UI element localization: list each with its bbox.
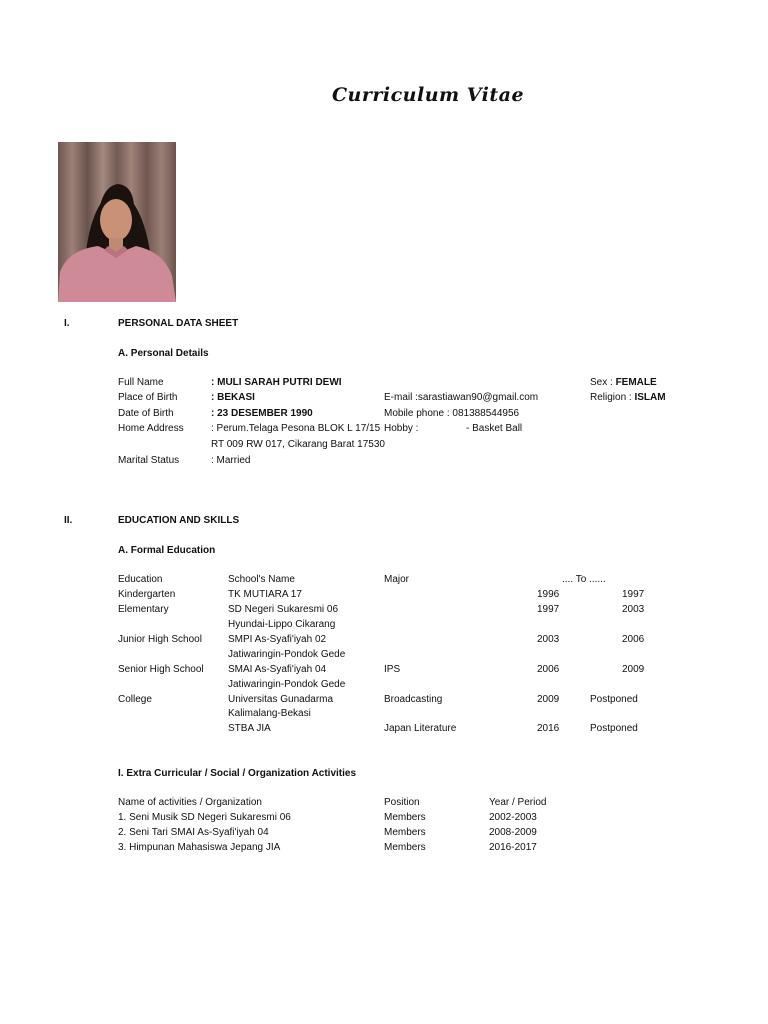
year-from: 2016: [537, 723, 560, 734]
religion-label: Religion :: [590, 392, 635, 403]
religion-field: [590, 392, 666, 403]
address-label: Home Address: [118, 423, 184, 434]
table-header-major: Major: [384, 574, 410, 585]
address-line-1: : Perum.Telaga Pesona BLOK L 17/15: [211, 423, 381, 434]
table-header-period: .... To ......: [562, 574, 606, 585]
school-name: SMAI As-Syafi'iyah 04: [228, 664, 327, 675]
year-from: 1997: [537, 604, 560, 615]
document-title: Curriculum Vitae: [331, 84, 525, 106]
major: IPS: [384, 664, 401, 675]
activity-name: 2. Seni Tari SMAI As-Syafi'iyah 04: [118, 827, 269, 838]
year-to: Postponed: [590, 723, 638, 734]
activity-year: 2016-2017: [489, 842, 537, 853]
sex-value: FEMALE: [615, 377, 657, 388]
full-name-label: Full Name: [118, 377, 164, 388]
school-name: SMPI As-Syafi'iyah 02: [228, 634, 327, 645]
school-name: TK MUTIARA 17: [228, 589, 302, 600]
school-name: Jatiwaringin-Pondok Gede: [228, 649, 346, 660]
pob-value: : BEKASI: [211, 392, 255, 403]
year-from: 2006: [537, 664, 560, 675]
school-name: Hyundai-Lippo Cikarang: [228, 619, 336, 630]
subsection-heading: A. Personal Details: [118, 348, 209, 359]
full-name-value: : MULI SARAH PUTRI DEWI: [211, 377, 342, 388]
year-from: 2003: [537, 634, 560, 645]
section-heading: PERSONAL DATA SHEET: [118, 318, 239, 329]
education-level: Elementary: [118, 604, 169, 615]
extra-header-name: Name of activities / Organization: [118, 797, 262, 808]
dob-label: Date of Birth: [118, 408, 174, 419]
mobile-text: Mobile phone : 081388544956: [384, 408, 520, 419]
religion-value: ISLAM: [634, 392, 666, 403]
email-text: E-mail :sarastiawan90@gmail.com: [384, 392, 539, 403]
school-name: SD Negeri Sukaresmi 06: [228, 604, 339, 615]
school-name: STBA JIA: [228, 723, 271, 734]
activity-position: Members: [384, 842, 426, 853]
profile-photo: [58, 142, 176, 302]
year-from: 1996: [537, 589, 560, 600]
sex-field: [590, 377, 657, 388]
subsection-heading: A. Formal Education: [118, 545, 216, 556]
activity-year: 2008-2009: [489, 827, 537, 838]
activity-name: 1. Seni Musik SD Negeri Sukaresmi 06: [118, 812, 291, 823]
education-level: Kindergarten: [118, 589, 176, 600]
year-to: 2006: [622, 634, 645, 645]
extra-heading: I. Extra Curricular / Social / Organization Activities: [118, 768, 357, 779]
school-name: Kalimalang-Bekasi: [228, 708, 311, 719]
year-to: Postponed: [590, 694, 638, 705]
extra-header-position: Position: [384, 797, 420, 808]
marital-label: Marital Status: [118, 455, 180, 466]
school-name: Jatiwaringin-Pondok Gede: [228, 679, 346, 690]
extra-header-year: Year / Period: [489, 797, 547, 808]
sex-label: Sex :: [590, 377, 616, 388]
year-to: 1997: [622, 589, 645, 600]
year-to: 2003: [622, 604, 645, 615]
major: Broadcasting: [384, 694, 443, 705]
year-to: 2009: [622, 664, 645, 675]
education-level: Senior High School: [118, 664, 204, 675]
activity-name: 3. Himpunan Mahasiswa Jepang JIA: [118, 842, 281, 853]
year-from: 2009: [537, 694, 560, 705]
section-heading: EDUCATION AND SKILLS: [118, 515, 240, 526]
section-number: II.: [64, 515, 73, 526]
section-number: I.: [64, 318, 70, 329]
address-line-2: RT 009 RW 017, Cikarang Barat 17530: [211, 439, 385, 450]
table-header-school: School's Name: [228, 574, 295, 585]
hobby-label: Hobby :: [384, 423, 419, 434]
activity-position: Members: [384, 827, 426, 838]
activity-year: 2002-2003: [489, 812, 537, 823]
education-level: Junior High School: [118, 634, 202, 645]
table-header-education: Education: [118, 574, 163, 585]
major: Japan Literature: [384, 723, 457, 734]
hobby-value: - Basket Ball: [466, 423, 523, 434]
activity-position: Members: [384, 812, 426, 823]
marital-value: : Married: [211, 455, 251, 466]
dob-value: : 23 DESEMBER 1990: [211, 408, 313, 419]
pob-label: Place of Birth: [118, 392, 178, 403]
school-name: Universitas Gunadarma: [228, 694, 334, 705]
education-level: College: [118, 694, 152, 705]
